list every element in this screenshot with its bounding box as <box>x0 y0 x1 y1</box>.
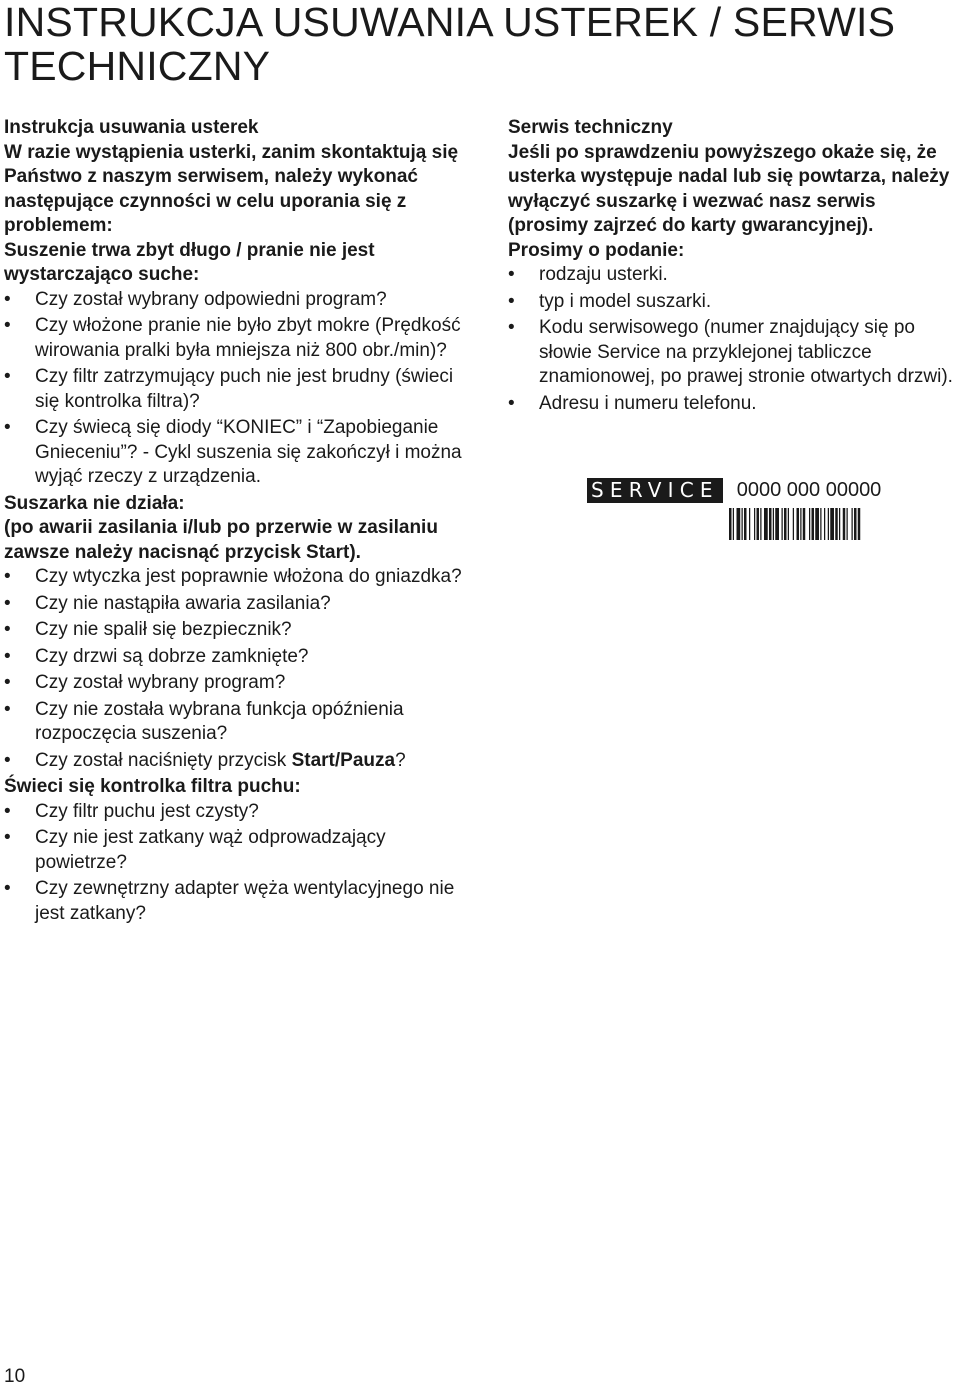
barcode-bar <box>852 508 853 540</box>
barcode-bar <box>839 508 840 540</box>
list-item: • Czy świecą się diody “KONIEC” i “Zapobieganie Gnieceniu”? - Cykl suszenia się zakończył i można wyjąć rzeczy z urządzenia. <box>4 416 478 490</box>
barcode-bar <box>760 508 761 540</box>
barcode-bar <box>729 508 732 540</box>
troubleshooting-intro: W razie wystąpienia usterki, zanim skontaktują się Państwo z naszym serwisem, należy wykonać następujące czynności w celu uporania się z problemem: <box>4 141 459 236</box>
service-request-list <box>508 263 960 416</box>
list-item: • Czy włożone pranie nie było zbyt mokre (Prędkość wirowania pralki była mniejsza niż 800 obr./min)? <box>4 314 478 363</box>
barcode-bar <box>858 508 861 540</box>
barcode-bar <box>800 508 801 540</box>
list-item: • Czy drzwi są dobrze zamknięte? <box>4 645 478 670</box>
service-request-heading: Prosimy o podanie: <box>508 239 685 261</box>
barcode-bar <box>733 508 734 540</box>
barcode-bar <box>744 508 747 540</box>
list-item: • typ i model suszarki. <box>508 290 960 315</box>
barcode-bar <box>782 508 783 540</box>
barcode-bar <box>803 508 806 540</box>
start-pause-label: Start/Pauza <box>291 749 396 771</box>
list-item: • Kodu serwisowego (numer znajdujący się po słowie Service na przyklejonej tabliczce znamionowej, po prawej stronie otwartych drzwi). <box>508 316 960 390</box>
barcode-bar <box>757 508 760 540</box>
barcode-bar <box>742 508 743 540</box>
service-label <box>587 477 881 504</box>
barcode-bar <box>830 508 834 540</box>
barcode-bar <box>824 508 825 540</box>
barcode-bar <box>749 508 750 540</box>
page-title: INSTRUKCJA USUWANIA USTEREK / SERWIS TECHNICZNY <box>4 0 896 89</box>
service-column <box>508 116 960 418</box>
barcode-bar <box>773 508 774 540</box>
section-filter-light-heading: Świeci się kontrolka filtra puchu: <box>4 776 301 797</box>
barcode-bar <box>854 508 857 540</box>
barcode-bar <box>775 508 779 540</box>
page-number: 10 <box>4 1366 26 1387</box>
list-item: • Czy nie została wybrana funkcja opóźnienia rozpoczęcia suszenia? <box>4 698 478 747</box>
list-item-text: ? <box>395 749 406 771</box>
barcode-bar <box>812 508 815 540</box>
troubleshooting-column <box>4 116 478 928</box>
barcode-bar <box>784 508 787 540</box>
barcode-bar <box>835 508 838 540</box>
barcode-bar <box>809 508 810 540</box>
list-item: • Czy nie jest zatkany wąż odprowadzający powietrze? <box>4 826 478 875</box>
section-drying-too-long-heading: Suszenie trwa zbyt długo / pranie nie jest wystarczająco suche: <box>4 239 375 285</box>
barcode-bar <box>754 508 755 540</box>
list-item: • Czy został wybrany odpowiedni program? <box>4 288 478 313</box>
service-intro: Jeśli po sprawdzeniu powyższego okaże się, że usterka występuje nadal lub się powtarza, należy wyłączyć suszarkę i wezwać nasz serwis (prosimy zajrzeć do karty gwarancyjnej). <box>508 141 950 236</box>
list-item: • Czy został wybrany program? <box>4 671 478 696</box>
list-item: • Czy zewnętrzny adapter węża wentylacyjnego nie jest zatkany? <box>4 877 478 926</box>
barcode-bar <box>847 508 848 540</box>
barcode-bar <box>769 508 772 540</box>
barcode-bar <box>788 508 789 540</box>
list-item: • Czy nie nastąpiła awaria zasilania? <box>4 592 478 617</box>
list-item: • Adresu i numeru telefonu. <box>508 392 960 417</box>
section-filter-light-list <box>4 800 478 927</box>
list-item: • Czy wtyczka jest poprawnie włożona do gniazdka? <box>4 565 478 590</box>
section-not-working-list <box>4 565 478 773</box>
section-drying-too-long-list <box>4 288 478 490</box>
barcode-bar <box>737 508 741 540</box>
service-number: 0000 000 00000 <box>736 479 882 501</box>
list-item: • rodzaju usterki. <box>508 263 960 288</box>
barcode-bar <box>764 508 768 540</box>
barcode-icon <box>729 508 893 540</box>
barcode-bar <box>843 508 846 540</box>
barcode-bar <box>828 508 829 540</box>
barcode-bar <box>793 508 794 540</box>
section-not-working-subheading: (po awarii zasilania i/lub po przerwie w zasilaniu zawsze należy nacisnąć przycisk Start). <box>4 517 438 563</box>
list-item-text: Czy został naciśnięty przycisk <box>35 749 292 771</box>
list-item: • Czy nie spalił się bezpiecznik? <box>4 618 478 643</box>
list-item: • Czy filtr puchu jest czysty? <box>4 800 478 825</box>
troubleshooting-heading: Instrukcja usuwania usterek <box>4 117 259 138</box>
section-not-working-heading: Suszarka nie działa: <box>4 492 185 514</box>
list-item <box>4 749 478 774</box>
barcode-bar <box>797 508 800 540</box>
barcode-bar <box>815 508 819 540</box>
barcode-bar <box>820 508 821 540</box>
service-word: SERVICE <box>587 478 723 503</box>
list-item: • Czy filtr zatrzymujący puch nie jest brudny (świeci się kontrolka filtra)? <box>4 365 478 414</box>
service-heading: Serwis techniczny <box>508 117 673 138</box>
